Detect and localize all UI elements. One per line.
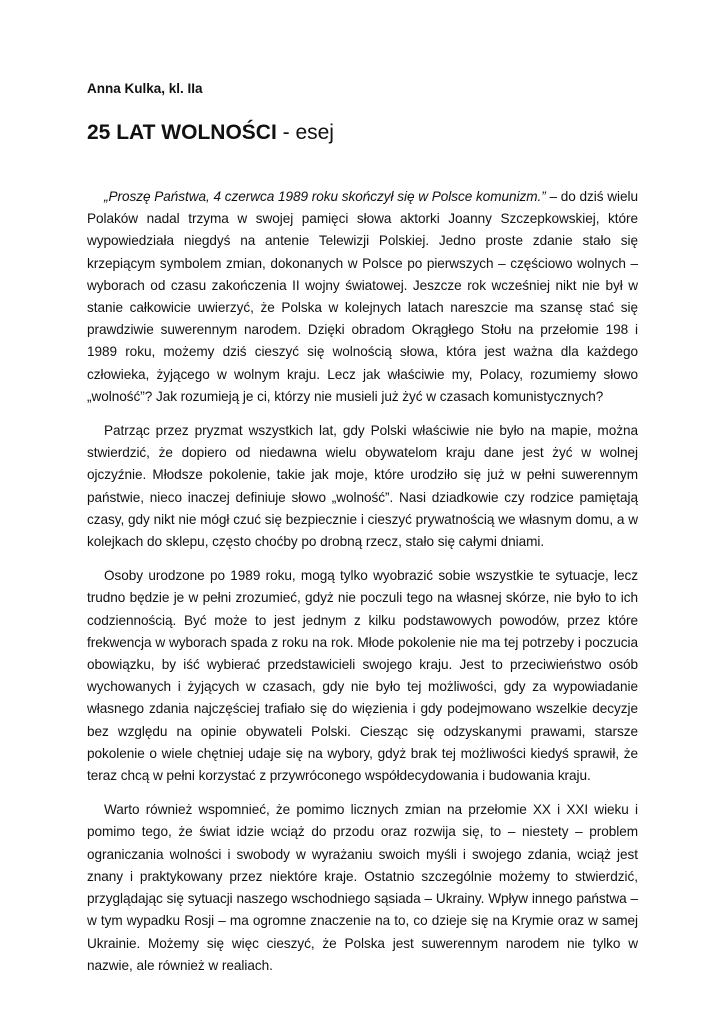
- paragraph-1-quote: „Proszę Państwa, 4 czerwca 1989 roku skończył się w Polsce komunizm.”: [104, 189, 546, 204]
- author-line: Anna Kulka, kl. IIa: [87, 81, 203, 96]
- essay-title-main: 25 LAT WOLNOŚCI: [87, 121, 277, 144]
- document-page: [87, 80, 638, 989]
- essay-title-sub: - esej: [276, 121, 334, 144]
- paragraph-2: Patrząc przez pryzmat wszystkich lat, gdy Polski właściwie nie było na mapie, można stwierdzić, że dopiero od niedawna wielu obywatelom kraju dane jest żyć w wolnej ojczyźnie. Młodsze pokolenie, takie jak moje, które urodziło się już w pełni suwerennym państwie, nieco inaczej definiuje słowo „wolność”. Nasi dziadkowie czy rodzice pamiętają czasy, gdy nikt nie mógł czuć się bezpiecznie i cieszyć prywatnością we własnym domu, a w kolejkach do sklepu, często choćby po drobną rzecz, stało się całymi dniami.: [87, 423, 638, 550]
- paragraph-3: Osoby urodzone po 1989 roku, mogą tylko wyobrazić sobie wszystkie te sytuacje, lecz trudno będzie je w pełni zrozumieć, gdyż nie poczuli tego na własnej skórze, nie było to ich codziennością. Być może to jest jednym z kilku podstawowych powodów, przez które frekwencja w wyborach spada z roku na rok. Młode pokolenie nie ma tej potrzeby i poczucia obowiązku, by iść wybierać przedstawicieli swojego kraju. Jest to przeciwieństwo osób wychowanych i żyjących w czasach, gdy nie było tej możliwości, gdy za wypowiadanie własnego zdania najczęściej trafiało się do więzienia i gdy podejmowano wszelkie decyzje bez względu na opinie obywateli Polski. Ciesząc się odzyskanymi prawami, starsze pokolenie o wiele chętniej udaje się na wybory, gdyż brak tej możliwości kiedyś sprawił, że teraz chcą w pełni korzystać z przywróconego współdecydowania i budowania kraju.: [87, 568, 638, 784]
- paragraph-4: Warto również wspomnieć, że pomimo licznych zmian na przełomie XX i XXI wieku i pomimo tego, że świat idzie wciąż do przodu oraz rozwija się, to – niestety – problem ograniczania wolności i swobody w wyrażaniu swoich myśli i swojego zdania, wciąż jest znany i praktykowany przez niektóre kraje. Ostatnio szczególnie możemy to stwierdzić, przyglądając się sytuacji naszego wschodniego sąsiada – Ukrainy. Wpływ innego państwa – w tym wypadku Rosji – ma ogromne znaczenie na to, co dzieje się na Krymie oraz w samej Ukrainie. Możemy się więc cieszyć, że Polska jest suwerennym narodem nie tylko w nazwie, ale również w realiach.: [87, 802, 638, 973]
- paragraph-1-text: – do dziś wielu Polaków nadal trzyma w swojej pamięci słowa aktorki Joanny Szczepkowskiej, które wypowiedziała niegdyś na antenie Telewizji Polskiej. Jedno proste zdanie stało się krzepiącym symbolem zmian, dokonanych w Polsce po pierwszych – częściowo wolnych – wyborach od czasu zakończenia II wojny światowej. Jeszcze rok wcześniej nikt nie był w stanie całkowicie uwierzyć, że Polska w kolejnych latach nareszcie ma szansę stać się prawdziwie suwerennym narodem. Dzięki obradom Okrągłego Stołu na przełomie 198 i 1989 roku, możemy dziś cieszyć się wolnością słowa, która jest ważna dla każdego człowieka, żyjącego w wolnym kraju. Lecz jak właściwie my, Polacy, rozumiemy słowo „wolność”? Jak rozumieją je ci, którzy nie musieli już żyć w czasach komunistycznych?: [87, 189, 638, 404]
- essay-title: [87, 118, 638, 150]
- paragraph-1: [87, 186, 638, 408]
